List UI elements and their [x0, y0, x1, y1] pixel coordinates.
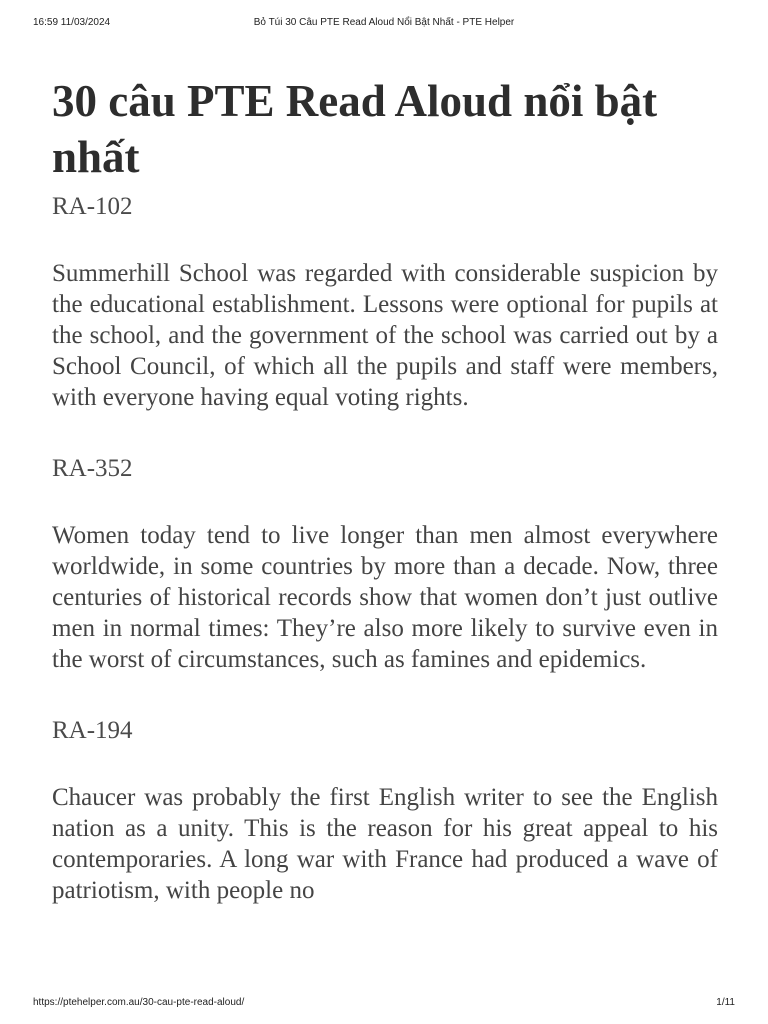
print-page-title: Bỏ Túi 30 Câu PTE Read Aloud Nổi Bật Nhất - PTE Helper — [253, 17, 515, 28]
article — [52, 73, 718, 906]
section-code-ra-352: RA-352 — [52, 455, 133, 482]
print-datetime: 16:59 11/03/2024 — [33, 17, 111, 28]
page-url-link[interactable]: https://ptehelper.com.au/30-cau-pte-read-aloud/ — [33, 997, 245, 1008]
print-footer — [33, 997, 735, 1011]
section-text-ra-194: Chaucer was probably the first English writer to see the English nation as a unity. This is the reason for his great appeal to his contemporaries. A long war with France had produced a wave of patriotism, with people no — [52, 784, 718, 904]
print-header — [33, 17, 735, 31]
section-code-ra-102: RA-102 — [52, 193, 133, 220]
section-text-ra-352: Women today tend to live longer than men almost everywhere worldwide, in some countries by more than a decade. Now, three centuries of historical records show that women don’t just outlive men in normal times: They’re also more likely to survive even in the worst of circumstances, such as famines and epidemics. — [52, 522, 718, 673]
article-title: 30 câu PTE Read Aloud nổi bật nhất — [52, 76, 658, 182]
page-number: 1/11 — [716, 997, 735, 1008]
section-text-ra-102: Summerhill School was regarded with considerable suspicion by the educational establishment. Lessons were optional for pupils at the school, and the government of the school was carried out by a School Council, of which all the pupils and staff were members, with everyone having equal voting rights. — [52, 260, 718, 411]
section-code-ra-194: RA-194 — [52, 717, 133, 744]
